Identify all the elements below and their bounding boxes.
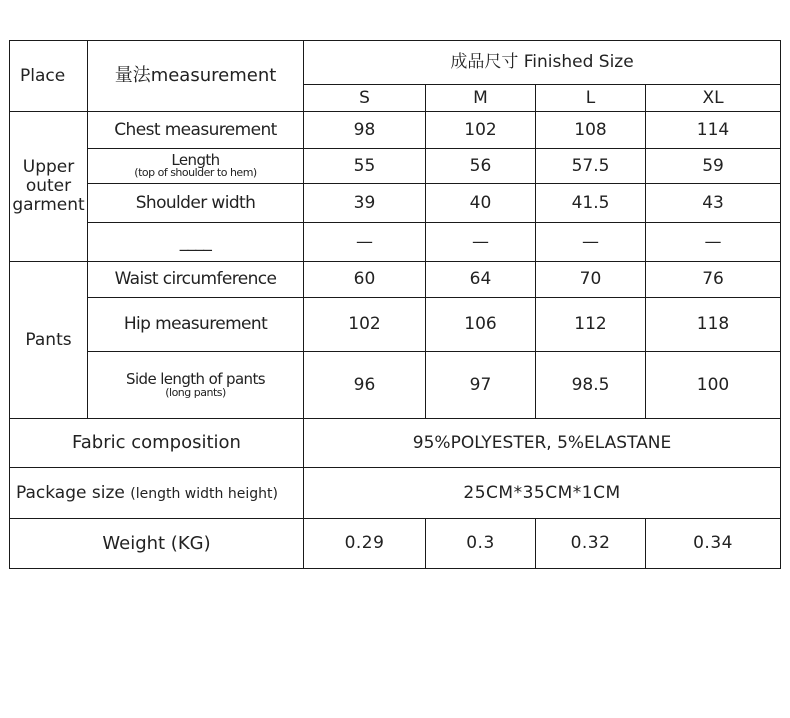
- cell-value: 114: [646, 112, 781, 149]
- cell-value: 39: [304, 184, 426, 223]
- cell-value: —: [536, 223, 646, 262]
- table-row: [10, 298, 781, 352]
- upper-garment-category: Upper outer garment: [10, 112, 88, 262]
- table-row: [10, 223, 781, 262]
- row-label: Chest measurement: [88, 112, 304, 149]
- cell-value: 0.34: [646, 519, 781, 569]
- cell-value: 118: [646, 298, 781, 352]
- cell-value: 57.5: [536, 149, 646, 184]
- cell-value: —: [646, 223, 781, 262]
- row-label-length: [88, 149, 304, 184]
- fabric-value: 95%POLYESTER, 5%ELASTANE: [304, 419, 781, 468]
- cell-value: 106: [426, 298, 536, 352]
- cell-value: 98: [304, 112, 426, 149]
- cell-value: 108: [536, 112, 646, 149]
- package-row: [10, 468, 781, 519]
- place-header: Place: [10, 41, 88, 112]
- cell-value: 0.3: [426, 519, 536, 569]
- row-label: Shoulder width: [88, 184, 304, 223]
- table-row: [10, 352, 781, 419]
- cell-value: 0.32: [536, 519, 646, 569]
- fabric-label: Fabric composition: [10, 419, 304, 468]
- cell-value: 70: [536, 262, 646, 298]
- cell-value: 60: [304, 262, 426, 298]
- row-label-side-length: [88, 352, 304, 419]
- table-row: [10, 149, 781, 184]
- row-note: (top of shoulder to hem): [134, 165, 257, 179]
- size-l-header: L: [536, 85, 646, 112]
- package-value: 25CM*35CM*1CM: [304, 468, 781, 519]
- row-label: ____: [88, 223, 304, 262]
- header-row: [10, 41, 781, 85]
- row-note: (long pants): [165, 385, 226, 399]
- weight-label: Weight (KG): [10, 519, 304, 569]
- cell-value: 102: [426, 112, 536, 149]
- package-label-cell: [10, 468, 304, 519]
- cell-value: 55: [304, 149, 426, 184]
- finished-size-header: 成品尺寸 Finished Size: [304, 41, 781, 85]
- size-chart-table: [9, 40, 781, 569]
- cell-value: 102: [304, 298, 426, 352]
- cell-value: 0.29: [304, 519, 426, 569]
- cell-value: 40: [426, 184, 536, 223]
- measurement-header: 量法measurement: [88, 41, 304, 112]
- row-label: Waist circumference: [88, 262, 304, 298]
- cell-value: 64: [426, 262, 536, 298]
- fabric-row: [10, 419, 781, 468]
- size-m-header: M: [426, 85, 536, 112]
- row-label: Side length of pants: [126, 369, 265, 388]
- pants-category: Pants: [10, 262, 88, 419]
- cell-value: 56: [426, 149, 536, 184]
- package-note: (length width height): [130, 485, 278, 502]
- table-row: [10, 262, 781, 298]
- weight-row: [10, 519, 781, 569]
- cell-value: 43: [646, 184, 781, 223]
- cell-value: 112: [536, 298, 646, 352]
- cell-value: 59: [646, 149, 781, 184]
- cell-value: 98.5: [536, 352, 646, 419]
- cell-value: 97: [426, 352, 536, 419]
- package-label: Package size: [16, 482, 125, 503]
- cell-value: 41.5: [536, 184, 646, 223]
- table-row: [10, 112, 781, 149]
- cell-value: —: [304, 223, 426, 262]
- table-row: [10, 184, 781, 223]
- size-s-header: S: [304, 85, 426, 112]
- size-xl-header: XL: [646, 85, 781, 112]
- cell-value: 100: [646, 352, 781, 419]
- cell-value: 96: [304, 352, 426, 419]
- cell-value: —: [426, 223, 536, 262]
- row-label: Hip measurement: [88, 298, 304, 352]
- cell-value: 76: [646, 262, 781, 298]
- row-label: Length: [171, 150, 220, 169]
